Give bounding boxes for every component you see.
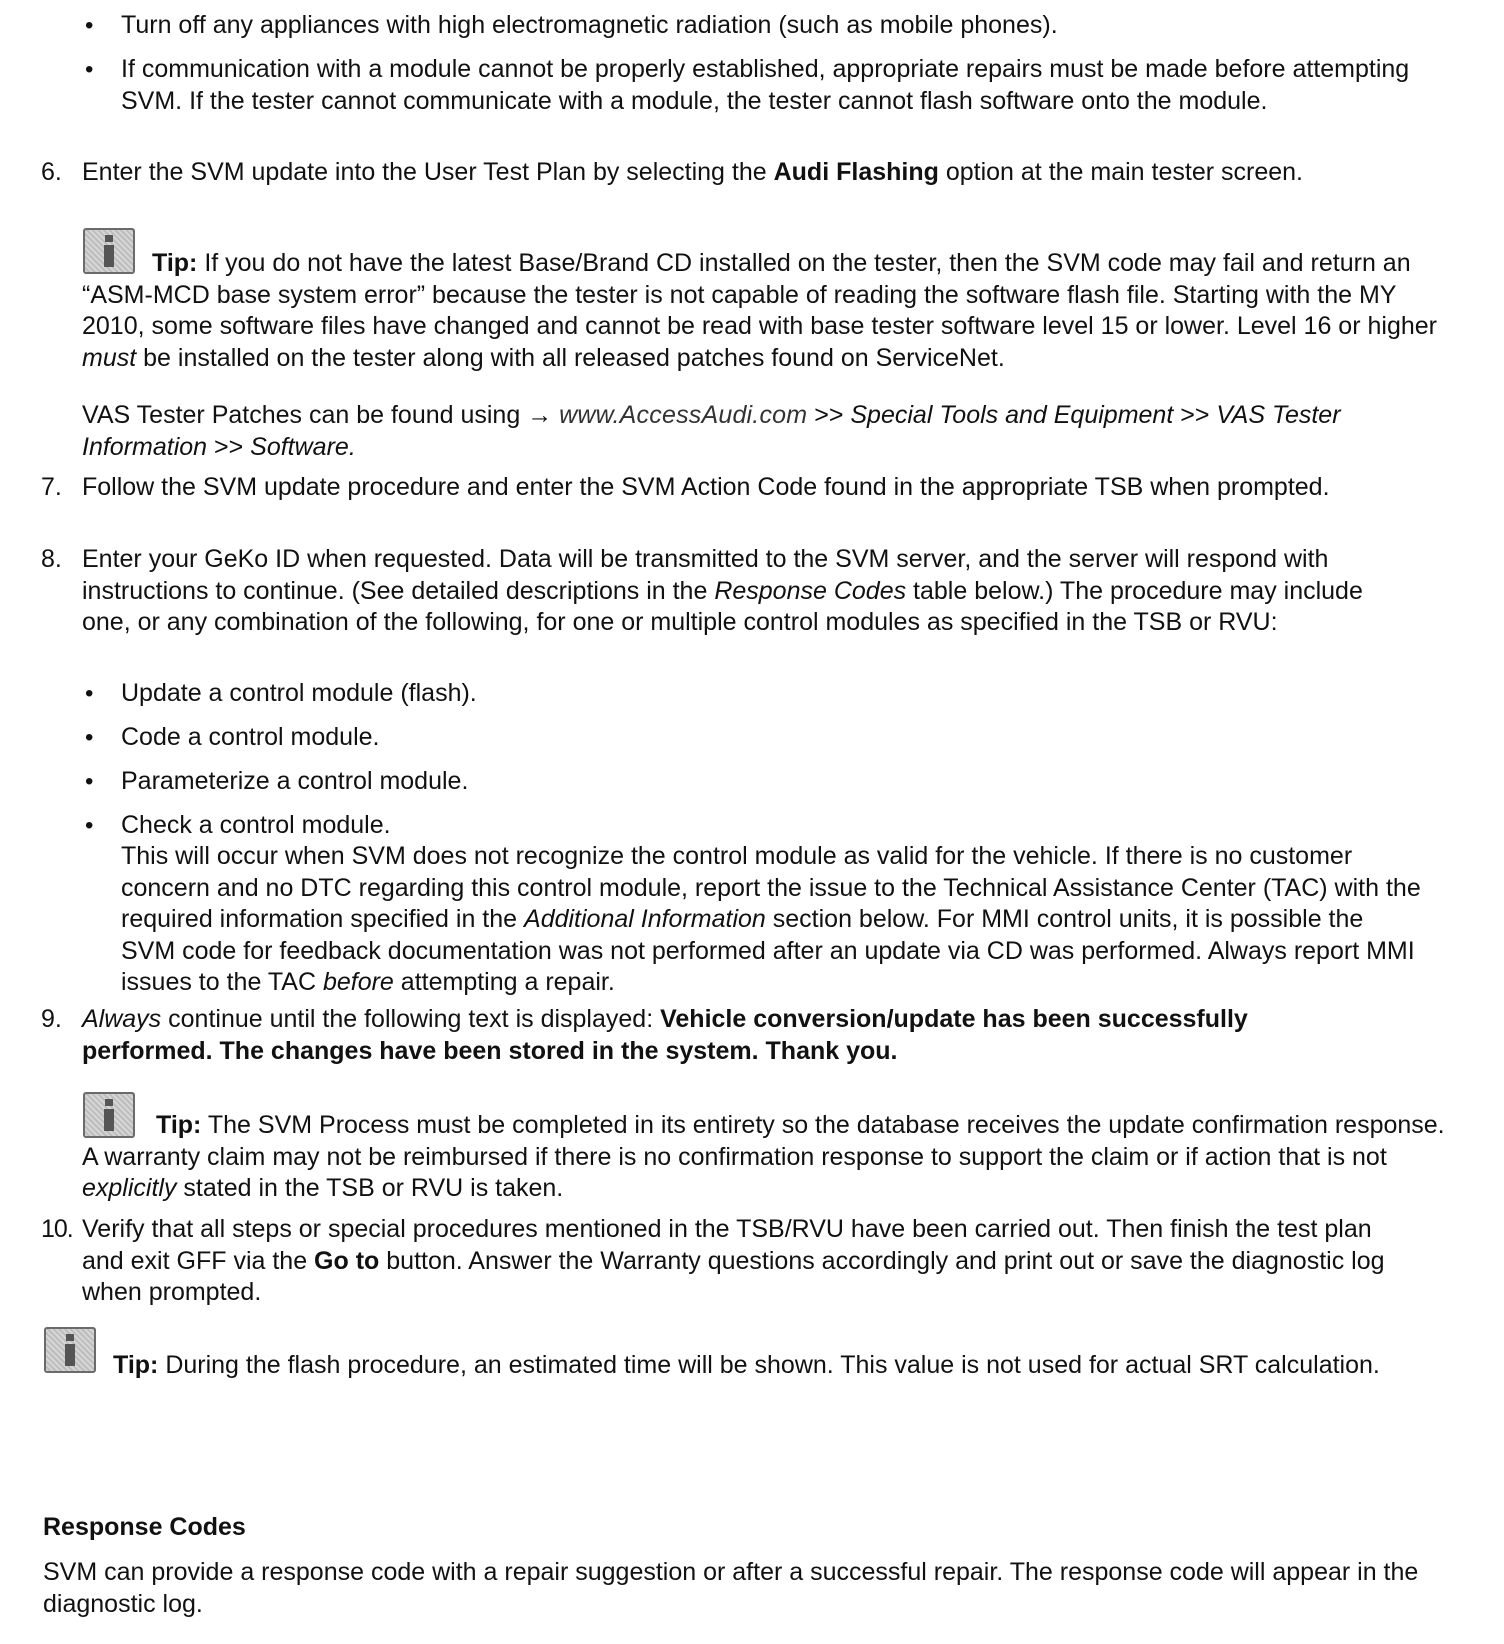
section-heading: Response Codes xyxy=(43,1513,246,1541)
check-module-note: This will occur when SVM does not recognize the control module as valid for the vehicle. If there is no customer concern and no DTC regarding this control module, report the issue to the Technical Assistance Center (TAC) with the required information specified in the Additional Information section below. For MMI control units, it is possible the SVM code for feedback documentation was not performed after an update via CD was performed. Always report MMI issues to the TAC before attempting a repair. xyxy=(121,842,1421,996)
step-7-text: Follow the SVM update procedure and enter the SVM Action Code found in the appropriate TSB when prompted. xyxy=(82,473,1330,501)
step-number: 7. xyxy=(41,473,62,501)
step-number: 10. xyxy=(41,1215,73,1243)
step-8-text: Enter your GeKo ID when requested. Data will be transmitted to the SVM server, and the server will respond with instructions to continue. (See detailed descriptions in the Response Codes table below.) The procedure may include one, or any combination of the following, for one or multiple control modules as specified in the TSB or RVU: xyxy=(82,545,1363,636)
step-number: 8. xyxy=(41,545,62,573)
step-6-text: Enter the SVM update into the User Test Plan by selecting the Audi Flashing option at the main tester screen. xyxy=(82,158,1303,186)
bullet-item: Check a control module. xyxy=(121,811,391,839)
bullet-marker: • xyxy=(85,768,94,795)
bullet-marker: • xyxy=(85,812,94,839)
step-number: 9. xyxy=(41,1005,62,1033)
step-10-text: Verify that all steps or special procedures mentioned in the TSB/RVU have been carried out. Then finish the test plan and exit GFF via the Go to button. Answer the Warranty questions accordingly and print out or save the diagnostic log when prompted. xyxy=(82,1215,1385,1306)
vas-patches-line: VAS Tester Patches can be found using → www.AccessAudi.com >> Special Tools and Equipment >> VAS Tester Information >> Software. xyxy=(82,401,1341,461)
step-9-tip: Tip: The SVM Process must be completed in its entirety so the database receives the update confirmation response. A warranty claim may not be reimbursed if there is no confirmation response to support the claim or if action that is not explicitly stated in the TSB or RVU is taken. xyxy=(82,1111,1445,1202)
accessaudi-link[interactable]: www.AccessAudi.com xyxy=(559,401,808,429)
step-6-tip: Tip: If you do not have the latest Base/Brand CD installed on the tester, then the SVM code may fail and return an “ASM-MCD base system error” because the tester is not capable of reading the software flash file. Starting with the MY 2010, some software files have changed and cannot be read with base tester software level 15 or lower. Level 16 or higher must be installed on the tester along with all released patches found on ServiceNet. xyxy=(82,249,1437,372)
final-tip: Tip: During the flash procedure, an estimated time will be shown. This value is not used for actual SRT calculation. xyxy=(113,1351,1380,1379)
step-number: 6. xyxy=(41,158,62,186)
bullet-marker: • xyxy=(85,56,94,83)
bullet-item: Update a control module (flash). xyxy=(121,679,477,707)
step-9-text: Always continue until the following text is displayed: Vehicle conversion/update has been successfully performed. The changes have been stored in the system. Thank you. xyxy=(82,1005,1248,1065)
response-codes-text: SVM can provide a response code with a repair suggestion or after a successful repair. The response code will appear in the diagnostic log. xyxy=(43,1558,1419,1618)
bullet-item: Parameterize a control module. xyxy=(121,767,469,795)
bullet-marker: • xyxy=(85,724,94,751)
bullet-item: If communication with a module cannot be properly established, appropriate repairs must be made before attempting SVM. If the tester cannot communicate with a module, the tester cannot flash software onto the module. xyxy=(121,55,1410,115)
bullet-item: Turn off any appliances with high electromagnetic radiation (such as mobile phones). xyxy=(121,11,1058,39)
bullet-marker: • xyxy=(85,12,94,39)
bullet-marker: • xyxy=(85,680,94,707)
bullet-item: Code a control module. xyxy=(121,723,380,751)
